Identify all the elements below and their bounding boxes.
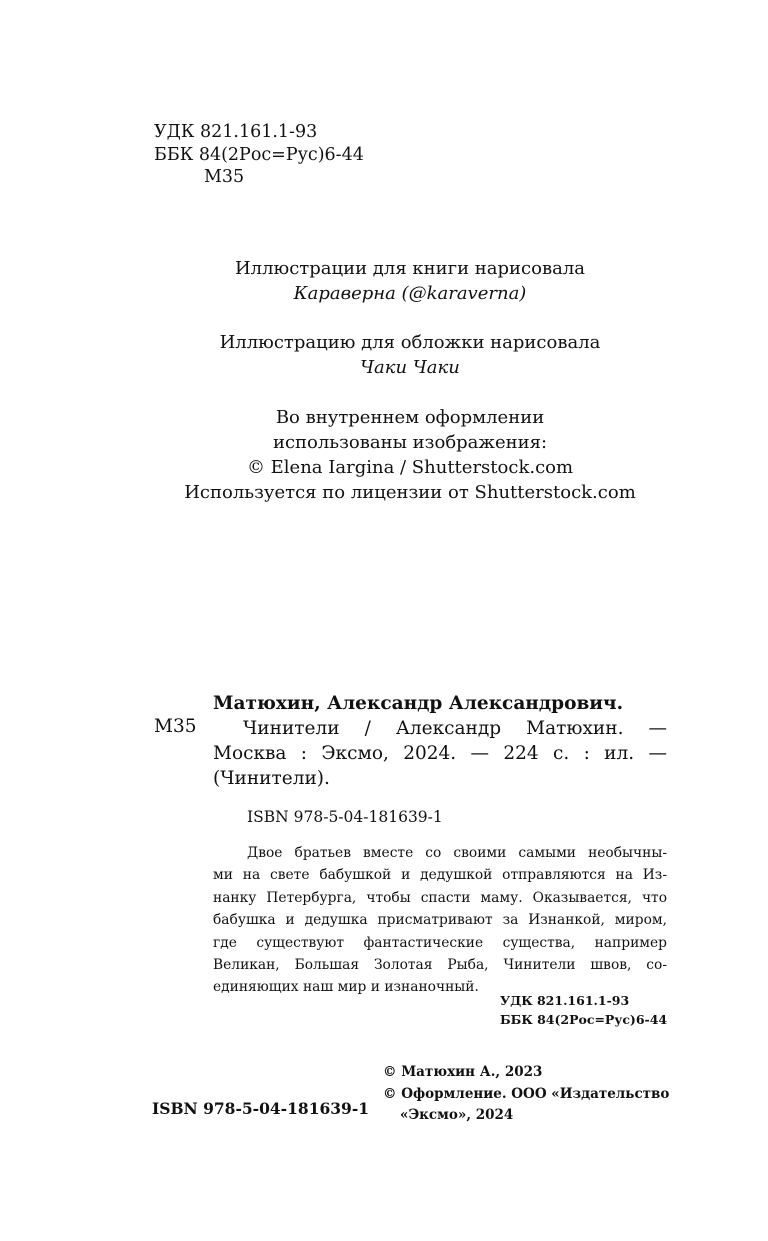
copyright-line-3: «Эксмо», 2024 [400, 1107, 514, 1123]
cover-artist: Чаки Чаки [360, 357, 460, 378]
bottom-classification-codes [500, 991, 667, 1029]
stock-line-4: Используется по лицензии от Shutterstock.com [184, 482, 636, 503]
illustrations-label: Иллюстрации для книги нарисовала [234, 258, 585, 279]
classification-codes [154, 121, 364, 189]
bbk-code: ББК 84(2Рос=Рус)6-44 [154, 144, 364, 165]
illustrations-artist: Караверна (@karaverna) [293, 283, 527, 304]
annotation [213, 842, 667, 999]
stock-line-1: Во внутреннем оформлении [275, 407, 545, 428]
record-line-2: Москва : Эксмо, 2024. — 224 с. : ил. — [213, 743, 667, 764]
annotation-line: ми на свете бабушкой и дедушкой отправляются на Из- [213, 867, 667, 884]
isbn-bottom: ISBN 978-5-04-181639-1 [152, 1099, 370, 1118]
record-line-3: (Чинители). [213, 768, 330, 789]
record-author: Матюхин, Александр Александрович. [213, 693, 624, 714]
stock-line-2: использованы изображения: [272, 432, 548, 453]
annotation-line: где существуют фантастические существа, например [213, 934, 667, 951]
author-sign: М35 [204, 167, 245, 187]
annotation-line: единяющих наш мир и изнаночный. [213, 979, 479, 996]
copyright-line-1: © Матюхин А., 2023 [383, 1064, 543, 1080]
cover-label: Иллюстрацию для обложки нарисовала [219, 332, 601, 353]
bottom-bbk-code: ББК 84(2Рос=Рус)6-44 [500, 1012, 668, 1027]
stock-credit [0, 405, 768, 505]
bibliographic-sign: М35 [154, 716, 197, 737]
copyright-line-2: © Оформление. ООО «Издательство [383, 1085, 670, 1102]
copyright-block [383, 1062, 669, 1127]
annotation-line: Двое братьев вместе со своими самыми необычны- [247, 845, 667, 861]
illustrations-credit [0, 256, 768, 306]
annotation-line: нанку Петербурга, чтобы спасти маму. Оказывается, что [213, 889, 667, 906]
bibliographic-record [213, 691, 667, 791]
annotation-line: Великан, Большая Золотая Рыба, Чинители швов, со- [213, 957, 667, 974]
bottom-udk-code: УДК 821.161.1-93 [500, 993, 630, 1008]
stock-line-3: © Elena Iargina / Shutterstock.com [246, 457, 574, 478]
record-isbn: ISBN 978-5-04-181639-1 [247, 808, 443, 826]
udk-code: УДК 821.161.1-93 [154, 122, 318, 142]
cover-credit [0, 330, 768, 380]
annotation-line: бабушка и дедушка присматривают за Изнанкой, миром, [213, 912, 667, 929]
record-line-1: Чинители / Александр Матюхин. — [243, 718, 667, 739]
